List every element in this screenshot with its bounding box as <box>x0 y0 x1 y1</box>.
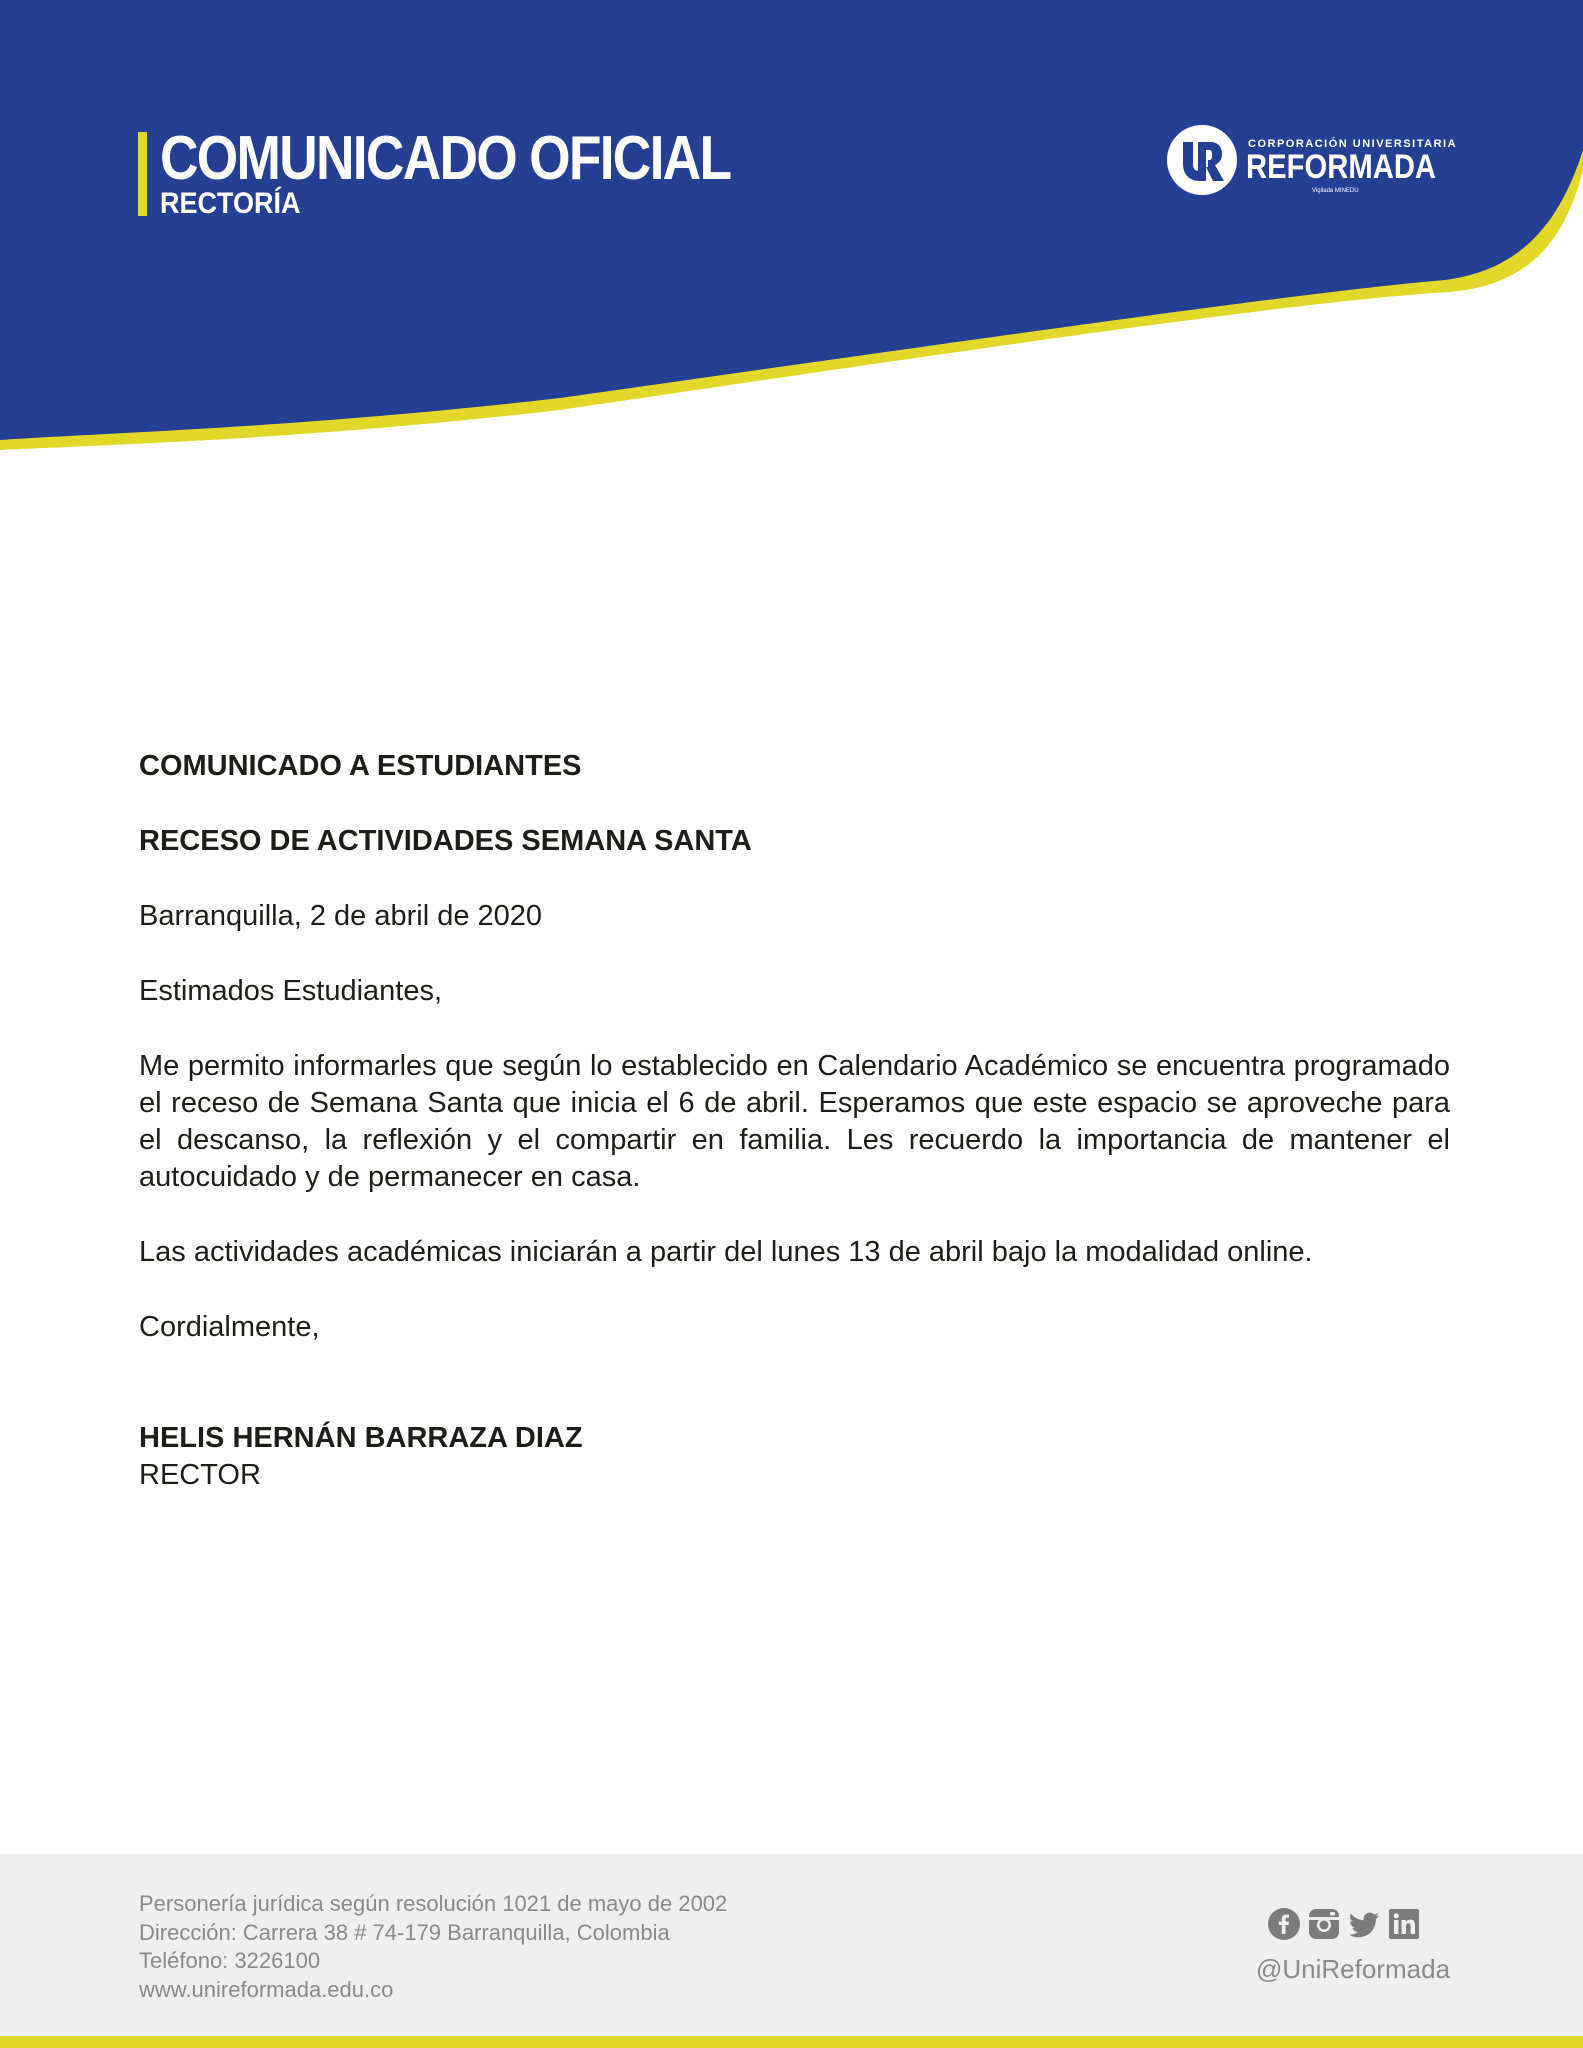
social-icons <box>1268 1908 1420 1942</box>
letter-closing: Cordialmente, <box>139 1311 320 1343</box>
logo-tiny-text: Vigilada MINEDU <box>1312 188 1359 194</box>
university-logo <box>1166 124 1456 204</box>
title-accent-bar <box>138 132 147 216</box>
footer-phone: Teléfono: 3226100 <box>139 1948 321 1973</box>
header-subtitle: RECTORÍA <box>160 187 301 220</box>
ur-monogram-logo-icon <box>1166 124 1238 196</box>
twitter-icon[interactable] <box>1348 1908 1380 1940</box>
footer-address: Dirección: Carrera 38 # 74-179 Barranquilla, Colombia <box>139 1919 670 1945</box>
footer-legal: Personería jurídica según resolución 1021 de mayo de 2002 <box>139 1891 728 1916</box>
footer <box>0 1854 1583 2038</box>
instagram-icon[interactable] <box>1308 1908 1340 1940</box>
header-banner <box>0 0 1583 470</box>
letter-date: Barranquilla, 2 de abril de 2020 <box>139 900 543 932</box>
logo-small-text: CORPORACIÓN UNIVERSITARIA <box>1248 138 1458 150</box>
footer-info <box>139 1890 727 2004</box>
signer-name: HELIS HERNÁN BARRAZA DIAZ <box>139 1422 583 1454</box>
header-title: COMUNICADO OFICIAL <box>160 124 731 193</box>
letter-heading-recipients: COMUNICADO A ESTUDIANTES <box>139 750 582 782</box>
social-handle[interactable]: @UniReformada <box>1256 1954 1451 1984</box>
letter-heading-subject: RECESO DE ACTIVIDADES SEMANA SANTA <box>139 825 752 857</box>
letter-paragraph-2: Las actividades académicas iniciarán a partir del lunes 13 de abril bajo la modalidad online. <box>139 1236 1313 1268</box>
facebook-icon[interactable] <box>1268 1908 1300 1940</box>
letter-salutation: Estimados Estudiantes, <box>139 975 443 1007</box>
linkedin-icon[interactable] <box>1388 1908 1420 1940</box>
signer-title: RECTOR <box>139 1459 261 1491</box>
letter-paragraph-1: Me permito informarles que según lo establecido en Calendario Académico se encuentra programado el receso de Semana Santa que inicia el 6 de abril. Esperamos que este espacio se aproveche para el descanso, la reflexión y el compartir en familia. Les recuerdo la importancia de mantener el autocuidado y de permanecer en casa. <box>139 1050 1450 1193</box>
logo-big-text: REFORMADA <box>1246 148 1437 186</box>
footer-accent-bar <box>0 2036 1583 2048</box>
footer-website[interactable]: www.unireformada.edu.co <box>139 1976 394 2002</box>
